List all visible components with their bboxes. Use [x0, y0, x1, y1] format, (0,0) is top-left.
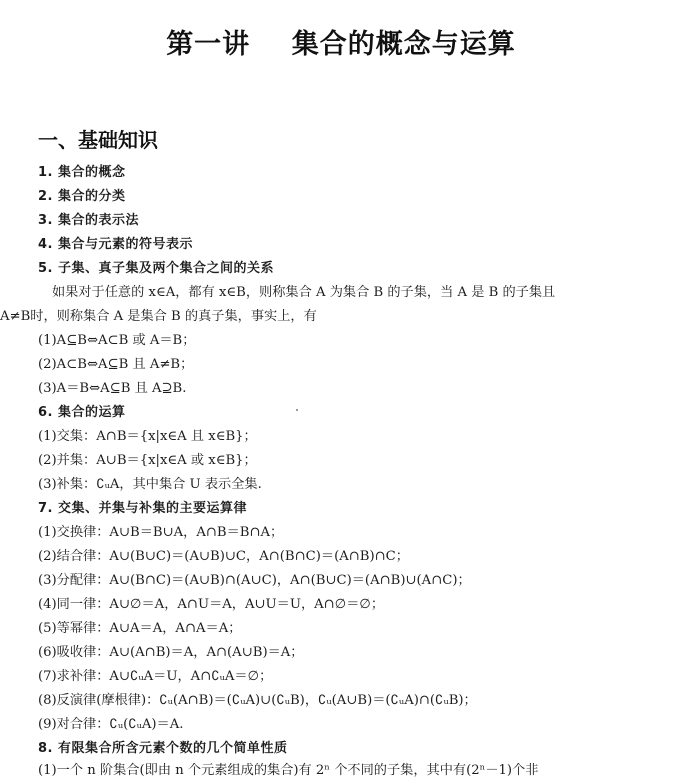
scan-speck — [296, 409, 298, 411]
text-line: 6. 集合的运算 — [38, 405, 126, 420]
text-line: 3. 集合的表示法 — [38, 213, 140, 228]
text-line: (4)同一律：A∪∅＝A，A∩U＝A，A∪U＝U，A∩∅＝∅； — [38, 597, 385, 612]
text-line: 2. 集合的分类 — [38, 189, 126, 204]
text-line: (1)一个 n 阶集合(即由 n 个元素组成的集合)有 2ⁿ 个不同的子集，其中有(2ⁿ－1)个非 — [38, 763, 539, 778]
text-line: (2)A⊂B⇔A⊆B 且 A≠B； — [38, 357, 194, 372]
text-line: (7)求补律：A∪∁ᵤA＝U，A∩∁ᵤA＝∅； — [38, 669, 273, 684]
text-line: 如果对于任意的 x∈A，都有 x∈B，则称集合 A 为集合 B 的子集，当 A 是 B 的子集且 — [52, 285, 556, 300]
text-line: (9)对合律：∁ᵤ(∁ᵤA)＝A. — [38, 717, 184, 732]
text-line: (8)反演律(摩根律)：∁ᵤ(A∩B)＝(∁ᵤA)∪(∁ᵤB)，∁ᵤ(A∪B)＝(∁ᵤA)∩(∁ᵤB)； — [38, 693, 477, 708]
text-line: (2)并集：A∪B＝{x|x∈A 或 x∈B}； — [38, 453, 257, 468]
text-line: 8. 有限集合所含元素个数的几个简单性质 — [38, 741, 288, 756]
text-line: (3)A＝B⇔A⊆B 且 A⊇B. — [38, 381, 187, 396]
text-line: (3)分配律：A∪(B∩C)＝(A∪B)∩(A∪C)，A∩(B∪C)＝(A∩B)∪(A∩C)； — [38, 573, 471, 588]
text-line: 7. 交集、并集与补集的主要运算律 — [38, 501, 248, 516]
text-line: 5. 子集、真子集及两个集合之间的关系 — [38, 261, 275, 276]
text-line: (6)吸收律：A∪(A∩B)＝A，A∩(A∪B)＝A； — [38, 645, 304, 660]
section-heading: 一、基础知识 — [38, 128, 158, 152]
page-title: 第一讲 集合的概念与运算 — [166, 29, 516, 60]
text-line: (1)A⊆B⇔A⊂B 或 A＝B； — [38, 333, 196, 348]
text-line: (2)结合律：A∪(B∪C)＝(A∪B)∪C，A∩(B∩C)＝(A∩B)∩C； — [38, 549, 409, 564]
text-line: 4. 集合与元素的符号表示 — [38, 237, 194, 252]
text-line: 1. 集合的概念 — [38, 165, 126, 180]
text-line: (1)交集：A∩B＝{x|x∈A 且 x∈B}； — [38, 429, 257, 444]
text-line: (5)等幂律：A∪A＝A，A∩A＝A； — [38, 621, 242, 636]
text-line: (3)补集：∁ᵤA，其中集合 U 表示全集. — [38, 477, 262, 492]
text-line: A≠B时，则称集合 A 是集合 B 的真子集，事实上，有 — [0, 309, 317, 324]
text-line: (1)交换律：A∪B＝B∪A，A∩B＝B∩A； — [38, 525, 284, 540]
